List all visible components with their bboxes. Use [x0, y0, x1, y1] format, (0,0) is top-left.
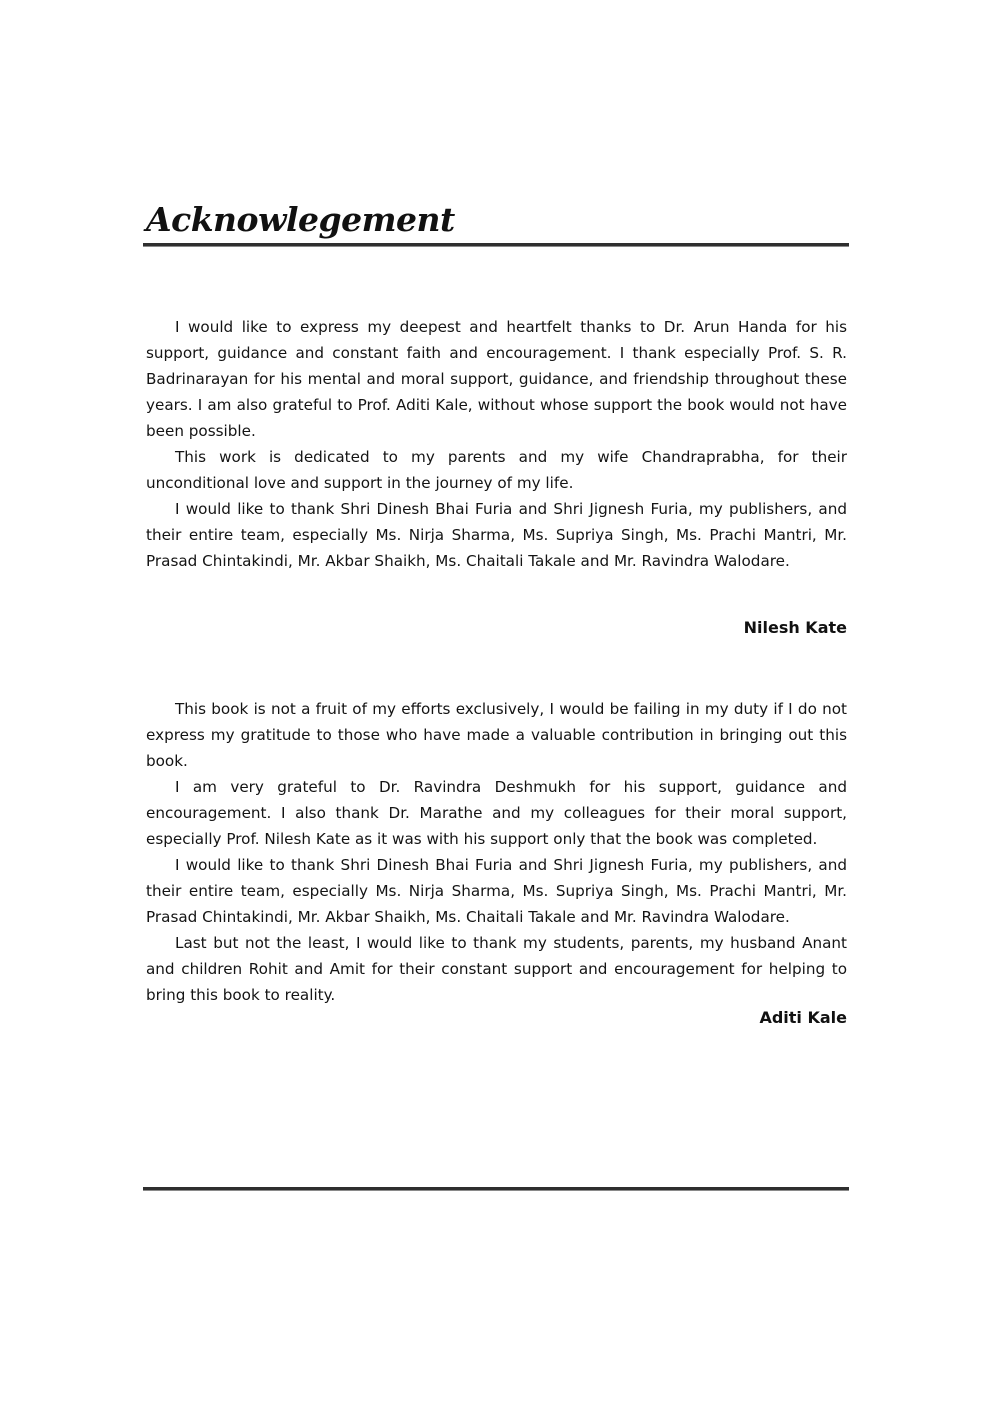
footer-rule — [143, 1187, 849, 1191]
acknowledgement-section-one — [146, 314, 847, 574]
paragraph: This work is dedicated to my parents and my wife Chandraprabha, for their unconditional love and support in the journey of my life. — [146, 448, 847, 492]
paragraph: I am very grateful to Dr. Ravindra Deshmukh for his support, guidance and encouragement. I also thank Dr. Marathe and my colleagues for their moral support, especially Prof. Nilesh Kate as it was with his support only that the book was completed. — [146, 778, 847, 848]
title-underline-rule — [143, 243, 849, 247]
acknowledgement-section-two — [146, 696, 847, 1008]
paragraph: Last but not the least, I would like to thank my students, parents, my husband Anant and children Rohit and Amit for their constant support and encouragement for helping to bring this book to reality. — [146, 934, 847, 1004]
paragraph: I would like to thank Shri Dinesh Bhai Furia and Shri Jignesh Furia, my publishers, and their entire team, especially Ms. Nirja Sharma, Ms. Supriya Singh, Ms. Prachi Mantri, Mr. Prasad Chintakindi, Mr. Akbar Shaikh, Ms. Chaitali Takale and Mr. Ravindra Walodare. — [146, 856, 847, 926]
paragraph: I would like to express my deepest and heartfelt thanks to Dr. Arun Handa for his support, guidance and constant faith and encouragement. I thank especially Prof. S. R. Badrinarayan for his mental and moral support, guidance, and friendship throughout these years. I am also grateful to Prof. Aditi Kale, without whose support the book would not have been possible. — [146, 318, 847, 440]
paragraph: I would like to thank Shri Dinesh Bhai Furia and Shri Jignesh Furia, my publishers, and their entire team, especially Ms. Nirja Sharma, Ms. Supriya Singh, Ms. Prachi Mantri, Mr. Prasad Chintakindi, Mr. Akbar Shaikh, Ms. Chaitali Takale and Mr. Ravindra Walodare. — [146, 500, 847, 570]
signature-nilesh-kate: Nilesh Kate — [743, 618, 847, 637]
page-title: Acknowlegement — [146, 200, 455, 239]
paragraph: This book is not a fruit of my efforts exclusively, I would be failing in my duty if I do not express my gratitude to those who have made a valuable contribution in bringing out this book. — [146, 700, 847, 770]
signature-aditi-kale: Aditi Kale — [759, 1008, 847, 1027]
